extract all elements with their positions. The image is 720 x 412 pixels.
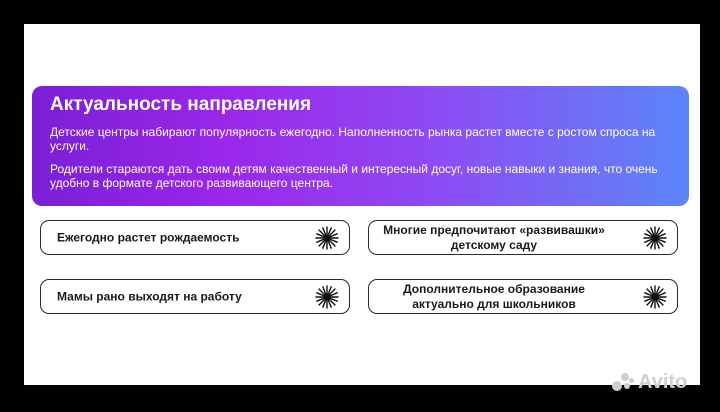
feature-card-text: Мамы рано выходят на работу bbox=[57, 289, 242, 303]
feature-card-text: Многие предпочитают «развивашки» детскому саду bbox=[383, 222, 605, 252]
feature-card-text: Ежегодно растет рождаемость bbox=[57, 230, 240, 244]
asterisk-burst-icon bbox=[643, 226, 667, 250]
avito-logo-icon bbox=[612, 372, 634, 392]
asterisk-burst-icon bbox=[643, 285, 667, 309]
feature-card-text: Дополнительное образование актуально для школьников bbox=[403, 281, 585, 311]
hero-paragraph-2: Родители стараются дать своим детям качественный и интересный досуг, новые навыки и знания, что очень удобно в формате детского развивающего центра. bbox=[50, 162, 658, 190]
hero-banner bbox=[32, 86, 689, 206]
feature-card-education bbox=[368, 279, 678, 314]
avito-watermark bbox=[612, 367, 712, 397]
presentation-slide bbox=[24, 24, 700, 385]
hero-title: Актуальность направления bbox=[50, 94, 312, 115]
asterisk-burst-icon bbox=[315, 285, 339, 309]
hero-paragraph-1: Детские центры набирают популярность ежегодно. Наполненность рынка растет вместе с ростом спроса на услуги. bbox=[50, 125, 656, 153]
feature-card-moms-work bbox=[40, 279, 350, 314]
watermark-text: Avito bbox=[638, 370, 688, 393]
feature-card-birth-rate bbox=[40, 220, 350, 255]
feature-card-preference bbox=[368, 220, 678, 255]
asterisk-burst-icon bbox=[315, 226, 339, 250]
